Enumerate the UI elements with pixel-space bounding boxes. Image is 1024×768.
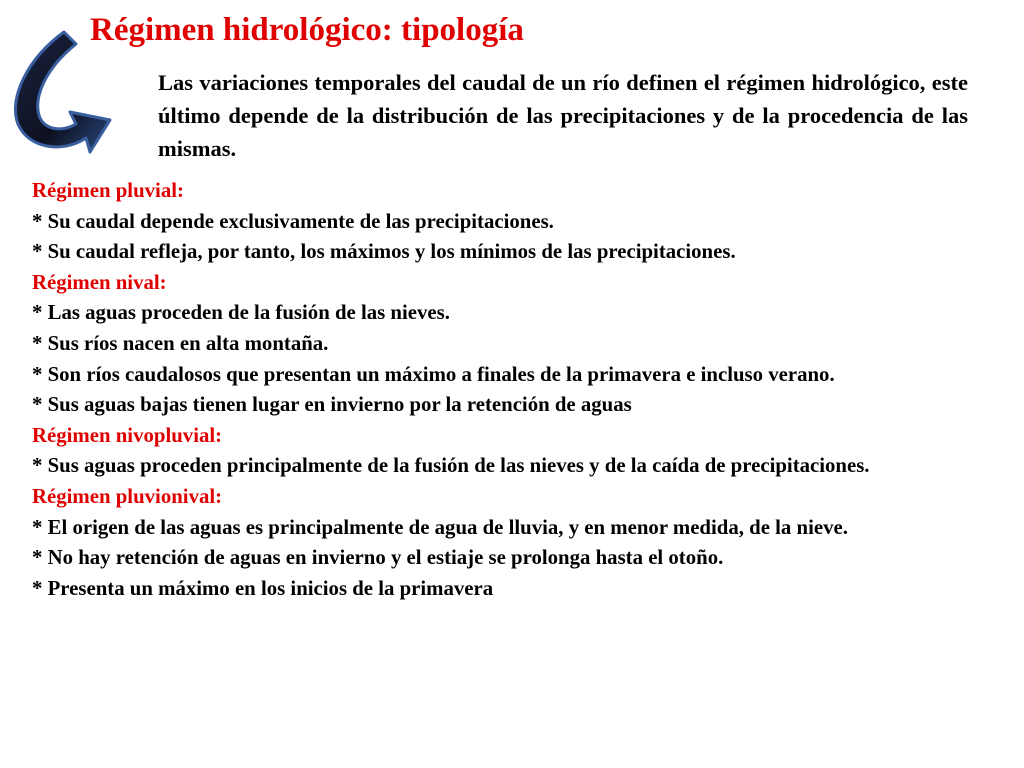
section-line: * Sus aguas bajas tienen lugar en invierno por la retención de aguas <box>32 393 632 417</box>
page-title: Régimen hidrológico: tipología <box>90 12 524 48</box>
section-line: * Presenta un máximo en los inicios de la primavera <box>32 576 494 600</box>
section-heading-nival: Régimen nival: <box>32 270 167 294</box>
section-line: * Son ríos caudalosos que presentan un máximo a finales de la primavera e incluso verano. <box>32 362 835 386</box>
section-line: * Sus ríos nacen en alta montaña. <box>32 331 329 355</box>
intro-paragraph: Las variaciones temporales del caudal de un río definen el régimen hidrológico, este último depende de la distribución de las precipitaciones y de la procedencia de las mismas. <box>158 70 968 161</box>
section-line: * Sus aguas proceden principalmente de la fusión de las nieves y de la caída de precipitaciones. <box>32 454 870 478</box>
section-heading-pluvial: Régimen pluvial: <box>32 179 184 202</box>
section-line: * Su caudal refleja, por tanto, los máximos y los mínimos de las precipitaciones. <box>32 240 736 264</box>
section-line: * Las aguas proceden de la fusión de las nieves. <box>32 301 450 325</box>
section-line: * No hay retención de aguas en invierno y el estiaje se prolonga hasta el otoño. <box>32 546 724 570</box>
section-line: * Su caudal depende exclusivamente de las precipitaciones. <box>32 209 554 233</box>
regime-list <box>32 176 982 604</box>
section-heading-pluvionival: Régimen pluvionival: <box>32 484 223 508</box>
section-heading-nivopluvial: Régimen nivopluvial: <box>32 423 223 447</box>
section-line: * El origen de las aguas es principalmente de agua de lluvia, y en menor medida, de la nieve. <box>32 515 848 539</box>
